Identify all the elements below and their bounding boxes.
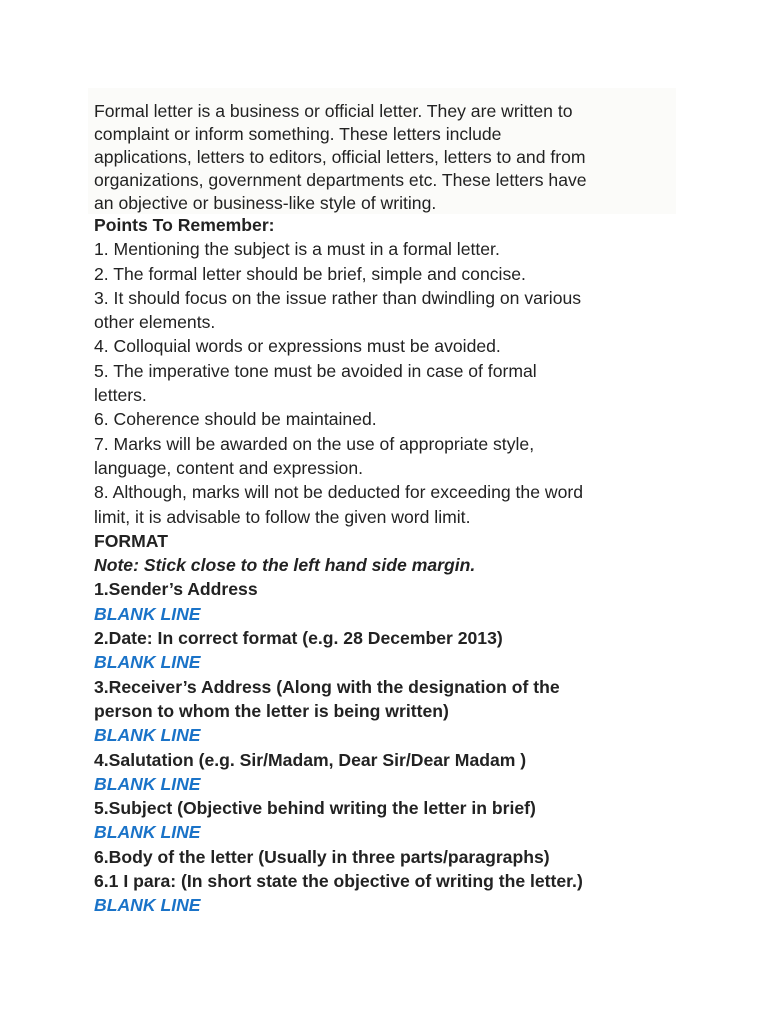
format-item: 5.Subject (Objective behind writing the letter in brief) <box>94 798 536 819</box>
blank-line-marker: BLANK LINE <box>94 773 201 794</box>
point-item: 8. Although, marks will not be deducted for exceeding the word limit, it is advisable to follow the given word limit. <box>94 482 584 527</box>
blank-line-marker: BLANK LINE <box>94 822 201 843</box>
format-item: 2.Date: In correct format (e.g. 28 December 2013) <box>94 628 503 649</box>
point-item: 4. Colloquial words or expressions must be avoided. <box>94 336 501 357</box>
format-item: 6.1 I para: (In short state the objective of writing the letter.) <box>94 871 583 892</box>
point-item: 6. Coherence should be maintained. <box>94 409 377 430</box>
format-item: 1.Sender’s Address <box>94 579 258 600</box>
blank-line-marker: BLANK LINE <box>94 652 201 673</box>
intro-block <box>88 88 676 214</box>
format-note: Note: Stick close to the left hand side margin. <box>94 555 476 576</box>
point-item: 3. It should focus on the issue rather than dwindling on various other elements. <box>94 287 582 333</box>
point-item: 5. The imperative tone must be avoided in case of formal letters. <box>94 360 537 406</box>
document-body <box>94 213 734 918</box>
format-item: 6.Body of the letter (Usually in three parts/paragraphs) <box>94 846 550 867</box>
blank-line-marker: BLANK LINE <box>94 895 201 916</box>
point-item: 1. Mentioning the subject is a must in a formal letter. <box>94 239 500 260</box>
blank-line-marker: BLANK LINE <box>94 725 201 746</box>
point-item: 2. The formal letter should be brief, simple and concise. <box>94 263 526 284</box>
blank-line-marker: BLANK LINE <box>94 603 201 624</box>
points-heading: Points To Remember: <box>94 215 275 235</box>
intro-paragraph: Formal letter is a business or official letter. They are written to complaint or inform something. These letters include applications, letters to editors, official letters, letters to and from organizations, government departments etc. These letters have an objective or business-like style of writing. <box>94 101 587 213</box>
format-item: 3.Receiver’s Address (Along with the designation of the person to whom the letter is being written) <box>94 676 560 721</box>
format-item: 4.Salutation (e.g. Sir/Madam, Dear Sir/Dear Madam ) <box>94 749 527 770</box>
point-item: 7. Marks will be awarded on the use of appropriate style, language, content and expression. <box>94 433 535 478</box>
format-heading: FORMAT <box>94 530 168 551</box>
